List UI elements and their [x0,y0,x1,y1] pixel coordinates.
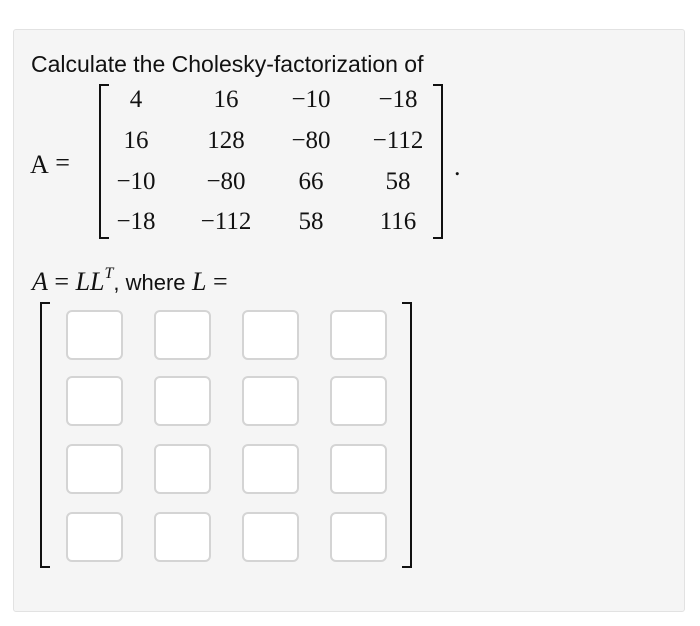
answer-input-r1c2[interactable] [154,310,211,360]
matrix-cell: 16 [213,86,239,113]
matrix-cell: 16 [123,127,149,154]
eq-equals: = [54,267,70,296]
given-matrix [99,84,443,239]
answer-input-r1c1[interactable] [66,310,123,360]
answer-input-r2c2[interactable] [154,376,211,426]
question-card [13,29,685,612]
answer-input-r4c1[interactable] [66,512,123,562]
lhs-equals: = [55,148,70,177]
answer-input-r3c2[interactable] [154,444,211,494]
matrix-cell: 128 [207,127,245,154]
matrix-cell: −10 [291,86,331,113]
matrix-cell: 58 [298,208,324,235]
matrix-cell: −80 [291,127,331,154]
answer-input-r2c4[interactable] [330,376,387,426]
question-prompt: Calculate the Cholesky-factorization of [31,51,424,77]
matrix-equation-lhs [30,148,70,178]
eq-l-symbol: L [192,267,207,296]
answer-input-r3c4[interactable] [330,444,387,494]
answer-matrix [40,302,412,568]
equation-period: . [454,152,461,181]
matrix-cell: 66 [298,168,324,195]
answer-input-r3c1[interactable] [66,444,123,494]
answer-input-r3c3[interactable] [242,444,299,494]
answer-input-r4c4[interactable] [330,512,387,562]
matrix-cell: −10 [116,168,156,195]
answer-input-r4c3[interactable] [242,512,299,562]
answer-matrix-right-bracket [402,302,412,568]
matrix-cell: −18 [116,208,156,235]
answer-input-r2c3[interactable] [242,376,299,426]
eq-a-symbol: A [32,267,48,296]
answer-input-r2c1[interactable] [66,376,123,426]
answer-matrix-left-bracket [40,302,50,568]
eq-where-text: , where [113,270,186,295]
answer-input-r4c2[interactable] [154,512,211,562]
matrix-cell: 4 [129,86,143,113]
eq-transpose-symbol: T [104,265,114,282]
lhs-symbol: A [30,150,49,179]
eq-ll-symbol: LL [75,267,105,296]
answer-equation [32,265,228,297]
matrix-cell: −80 [206,168,246,195]
matrix-cell: 58 [385,168,411,195]
answer-input-r1c4[interactable] [330,310,387,360]
matrix-cell: −112 [372,127,424,154]
eq-equals-2: = [213,267,228,296]
matrix-cell: −112 [200,208,252,235]
matrix-cell: 116 [379,208,417,235]
answer-input-r1c3[interactable] [242,310,299,360]
matrix-cell: −18 [378,86,418,113]
